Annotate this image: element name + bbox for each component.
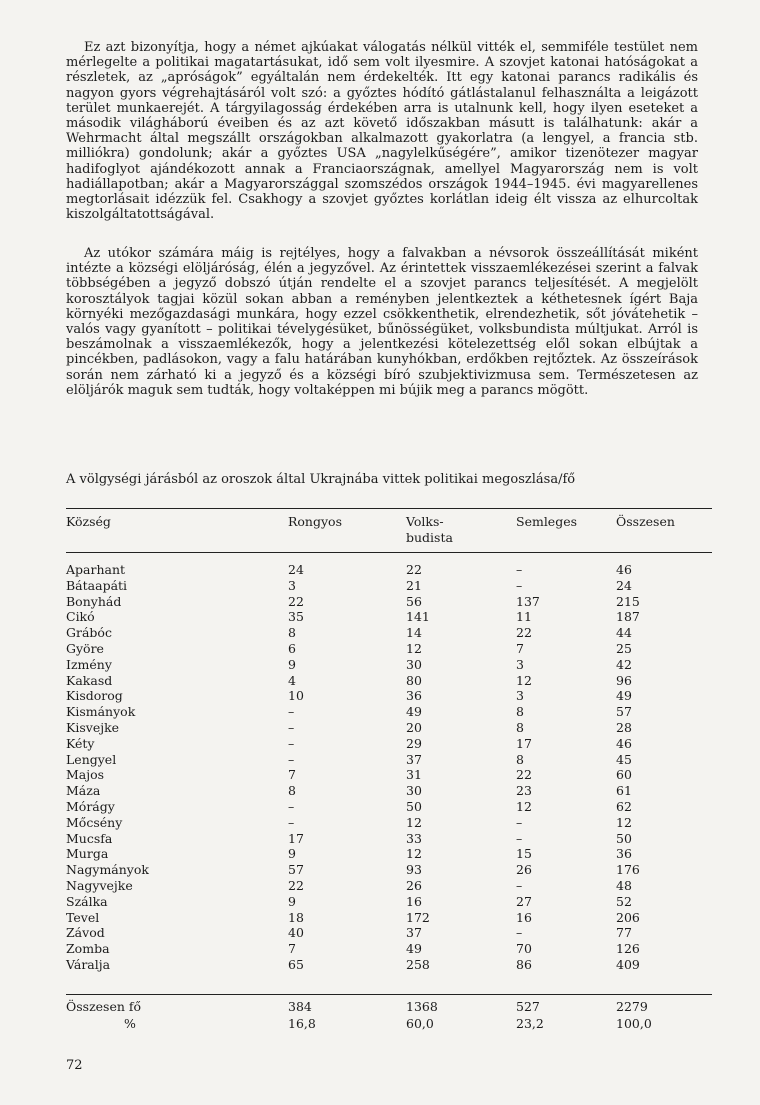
osszesen-count: 36 — [616, 846, 632, 862]
osszesen-count: 126 — [616, 941, 640, 957]
table-header — [66, 510, 712, 554]
rongyos-count: 22 — [288, 593, 304, 609]
rongyos-count: 35 — [288, 609, 304, 625]
village-name: Kéty — [66, 735, 95, 751]
semleges-count: – — [516, 562, 523, 577]
semleges-count: 22 — [516, 625, 532, 641]
volksbundista-count: 21 — [406, 577, 422, 593]
table-row — [66, 704, 712, 720]
village-name: Mucsfa — [66, 830, 113, 846]
volksbundista-count: 14 — [406, 625, 422, 641]
volksbundista-count: 20 — [406, 719, 422, 735]
osszesen-count: 52 — [616, 893, 632, 909]
village-name: Kisvejke — [66, 719, 120, 735]
osszesen-count: 50 — [616, 830, 632, 846]
rongyos-count: 24 — [288, 562, 304, 577]
rongyos-count: – — [288, 735, 295, 751]
percent-label: % — [124, 1016, 136, 1031]
osszesen-count: 45 — [616, 751, 632, 767]
osszesen-count: 42 — [616, 656, 632, 672]
osszesen-count: 44 — [616, 625, 632, 641]
percent-row — [66, 1015, 712, 1032]
semleges-count: 86 — [516, 956, 532, 972]
header-volksbundista: Volks- budista — [406, 514, 453, 545]
semleges-count: – — [516, 830, 523, 846]
volksbundista-count: 49 — [406, 704, 422, 720]
table-row — [66, 673, 712, 689]
table-row — [66, 894, 712, 910]
volksbundista-count: 36 — [406, 688, 422, 704]
paragraph-2: Az utókor számára máig is rejtélyes, hogy a falvakban a névsorok összeállítását miként intézte a községi elöljáróság, élén a jegyzővel. Az érintettek visszaemlékezései szerint a falvak többségében a jegyző dobszó útján rendelte el a szovjet parancs teljesítését. A megjelölt korosztályok tagjai közül sokan abban a reményben jelentkeztek a kéthetesnek ígért Baja környéki mezőgazdasági munkára, hogy ezzel csökkenthetik, elrendezhetik, sőt jóvátehetik – valós vagy gyanított – politikai tévelygésüket, bűnösségüket, volksbundista múltjukat. Arról is beszámolnak a visszaemlékezők, hogy a jelentkezési kötelezettség elől sokan elbújtak a pincékben, padlásokon, vagy a falu határában kunyhókban, erdőkben rejtőztek. Az összeírások során nem zárható ki a jegyző és a községi bíró szubjektivizmusa sem. Természetesen az elöljárók maguk sem tudták, hogy voltaképpen mi bújik meg a parancs mögött. — [66, 246, 698, 398]
volksbundista-count: 16 — [406, 893, 422, 909]
table-totals — [66, 998, 712, 1032]
village-name: Bátaapáti — [66, 577, 128, 593]
political-distribution-table — [66, 510, 712, 973]
osszesen-count: 60 — [616, 767, 632, 783]
table-row — [66, 957, 712, 973]
rongyos-count: 8 — [288, 783, 296, 799]
village-name: Aparhant — [66, 562, 126, 577]
semleges-count: 8 — [516, 719, 524, 735]
volksbundista-count: 37 — [406, 925, 422, 941]
semleges-count: 27 — [516, 893, 532, 909]
semleges-count: – — [516, 577, 523, 593]
village-name: Lengyel — [66, 751, 117, 767]
header-semleges: Semleges — [516, 514, 578, 529]
osszesen-count: 62 — [616, 798, 632, 814]
rongyos-count: 17 — [288, 830, 304, 846]
village-name: Murga — [66, 846, 109, 862]
village-name: Szálka — [66, 893, 108, 909]
semleges-count: 12 — [516, 798, 532, 814]
volksbundista-count: 56 — [406, 593, 422, 609]
osszesen-count: 96 — [616, 672, 632, 688]
header-rongyos: Rongyos — [288, 514, 342, 529]
osszesen-count: 24 — [616, 577, 632, 593]
semleges-count: 137 — [516, 593, 540, 609]
rongyos-count: 6 — [288, 640, 296, 656]
table-row — [66, 578, 712, 594]
rongyos-count: 9 — [288, 846, 296, 862]
table-row — [66, 799, 712, 815]
village-name: Mórágy — [66, 798, 115, 814]
village-name: Váralja — [66, 956, 111, 972]
rongyos-count: 57 — [288, 862, 304, 878]
semleges-count: 8 — [516, 704, 524, 720]
rongyos-count: 65 — [288, 956, 304, 972]
semleges-count: – — [516, 925, 523, 941]
osszesen-count: 206 — [616, 909, 640, 925]
village-name: Bonyhád — [66, 593, 122, 609]
osszesen-count: 61 — [616, 783, 632, 799]
semleges-count: 12 — [516, 672, 532, 688]
volksbundista-count: 141 — [406, 609, 430, 625]
table-row — [66, 941, 712, 957]
table-row — [66, 736, 712, 752]
table-row — [66, 594, 712, 610]
table-bottom-rule — [66, 994, 712, 995]
table-body — [66, 554, 712, 973]
osszesen-count: 46 — [616, 562, 632, 577]
volksbundista-count: 29 — [406, 735, 422, 751]
rongyos-count: 10 — [288, 688, 304, 704]
osszesen-count: 12 — [616, 814, 632, 830]
total-rongyos: 384 — [288, 999, 312, 1014]
rongyos-count: – — [288, 704, 295, 720]
table-row — [66, 554, 712, 578]
semleges-count: 3 — [516, 656, 524, 672]
table-row — [66, 878, 712, 894]
page-number: 72 — [66, 1058, 83, 1073]
village-name: Mőcsény — [66, 814, 123, 830]
volksbundista-count: 30 — [406, 783, 422, 799]
semleges-count: 16 — [516, 909, 532, 925]
volksbundista-count: 12 — [406, 640, 422, 656]
table-row — [66, 783, 712, 799]
village-name: Kisdorog — [66, 688, 123, 704]
table-row — [66, 831, 712, 847]
table-row — [66, 609, 712, 625]
semleges-count: – — [516, 877, 523, 893]
volksbundista-count: 22 — [406, 562, 422, 577]
rongyos-count: 4 — [288, 672, 296, 688]
village-name: Cikó — [66, 609, 95, 625]
volksbundista-count: 80 — [406, 672, 422, 688]
village-name: Máza — [66, 783, 101, 799]
rongyos-count: 3 — [288, 577, 296, 593]
table-row — [66, 720, 712, 736]
osszesen-count: 25 — [616, 640, 632, 656]
header-kozseg: Község — [66, 514, 111, 529]
village-name: Tevel — [66, 909, 100, 925]
rongyos-count: 8 — [288, 625, 296, 641]
semleges-count: – — [516, 814, 523, 830]
volksbundista-count: 37 — [406, 751, 422, 767]
semleges-count: 7 — [516, 640, 524, 656]
percent-rongyos: 16,8 — [288, 1016, 316, 1031]
volksbundista-count: 30 — [406, 656, 422, 672]
osszesen-count: 57 — [616, 704, 632, 720]
table-row — [66, 925, 712, 941]
volksbundista-count: 93 — [406, 862, 422, 878]
rongyos-count: – — [288, 814, 295, 830]
total-row — [66, 998, 712, 1015]
semleges-count: 70 — [516, 941, 532, 957]
table-row — [66, 688, 712, 704]
volksbundista-count: 12 — [406, 814, 422, 830]
village-name: Izmény — [66, 656, 112, 672]
volksbundista-count: 31 — [406, 767, 422, 783]
rongyos-count: 9 — [288, 656, 296, 672]
rongyos-count: – — [288, 719, 295, 735]
semleges-count: 3 — [516, 688, 524, 704]
total-label: Összesen fő — [66, 999, 142, 1014]
semleges-count: 11 — [516, 609, 532, 625]
rongyos-count: 7 — [288, 767, 296, 783]
percent-osszesen: 100,0 — [616, 1016, 652, 1031]
osszesen-count: 48 — [616, 877, 632, 893]
table-row — [66, 862, 712, 878]
osszesen-count: 28 — [616, 719, 632, 735]
village-name: Nagymányok — [66, 862, 149, 878]
village-name: Majos — [66, 767, 105, 783]
total-volksbundista: 1368 — [406, 999, 438, 1014]
semleges-count: 15 — [516, 846, 532, 862]
osszesen-count: 409 — [616, 956, 640, 972]
table-row — [66, 641, 712, 657]
rongyos-count: – — [288, 798, 295, 814]
percent-semleges: 23,2 — [516, 1016, 544, 1031]
percent-volksbundista: 60,0 — [406, 1016, 434, 1031]
semleges-count: 23 — [516, 783, 532, 799]
table-row — [66, 752, 712, 768]
village-name: Závod — [66, 925, 105, 941]
osszesen-count: 77 — [616, 925, 632, 941]
volksbundista-count: 258 — [406, 956, 430, 972]
rongyos-count: 7 — [288, 941, 296, 957]
osszesen-count: 176 — [616, 862, 640, 878]
table-row — [66, 910, 712, 926]
village-name: Zomba — [66, 941, 110, 957]
volksbundista-count: 50 — [406, 798, 422, 814]
table-top-rule — [66, 508, 712, 509]
total-osszesen: 2279 — [616, 999, 648, 1014]
semleges-count: 22 — [516, 767, 532, 783]
table-title: A völgységi járásból az oroszok által Ukrajnába vittek politikai megoszlása/fő — [66, 472, 576, 487]
volksbundista-count: 33 — [406, 830, 422, 846]
table-row — [66, 657, 712, 673]
village-name: Nagyvejke — [66, 877, 133, 893]
rongyos-count: 40 — [288, 925, 304, 941]
osszesen-count: 46 — [616, 735, 632, 751]
table-row — [66, 767, 712, 783]
paragraph-1: Ez azt bizonyítja, hogy a német ajkúakat válogatás nélkül vitték el, semmiféle testület nem mérlegelte a politikai magatartásukat, idő sem volt ilyesmire. A szovjet katonai hatóságokat a részletek, az „apróságok” egyáltalán nem érdekelték. Itt egy katonai parancs radikális és nagyon gyors végrehajtásáról volt szó: a győztes hódító gátlástalanul felhasználta a leigázott terület munkaerejét. A tárgyilagosság érdekében arra is utalnunk kell, hogy ilyen eseteket a második világháború éveiben és az azt követő időszakban másutt is találhatunk: akár a Wehrmacht által megszállt országokban alkalmazott gyakorlatra (a lengyel, a francia stb. milliókra) gondolunk; akár a győztes USA „nagylelkűségére”, amikor tizenötezer magyar hadifoglyot ajándékozott annak a Franciaországnak, amellyel Magyarország nem is volt hadiállapotban; akár a Magyarországgal szomszédos országok 1944–1945. évi magyarellenes megtorlásait idézzük fel. Csakhogy a szovjet győztes korlátlan ideig élt vissza az elhurcoltak kiszolgáltatottságával. — [66, 40, 698, 223]
village-name: Kismányok — [66, 704, 136, 720]
volksbundista-count: 172 — [406, 909, 430, 925]
table-row — [66, 625, 712, 641]
volksbundista-count: 49 — [406, 941, 422, 957]
rongyos-count: 9 — [288, 893, 296, 909]
semleges-count: 8 — [516, 751, 524, 767]
village-name: Györe — [66, 640, 104, 656]
rongyos-count: 18 — [288, 909, 304, 925]
semleges-count: 17 — [516, 735, 532, 751]
rongyos-count: – — [288, 751, 295, 767]
volksbundista-count: 26 — [406, 877, 422, 893]
osszesen-count: 49 — [616, 688, 632, 704]
total-semleges: 527 — [516, 999, 540, 1014]
osszesen-count: 187 — [616, 609, 640, 625]
table-row — [66, 846, 712, 862]
rongyos-count: 22 — [288, 877, 304, 893]
header-osszesen: Összesen — [616, 514, 675, 529]
village-name: Kakasd — [66, 672, 113, 688]
semleges-count: 26 — [516, 862, 532, 878]
village-name: Grábóc — [66, 625, 112, 641]
osszesen-count: 215 — [616, 593, 640, 609]
volksbundista-count: 12 — [406, 846, 422, 862]
table-row — [66, 815, 712, 831]
